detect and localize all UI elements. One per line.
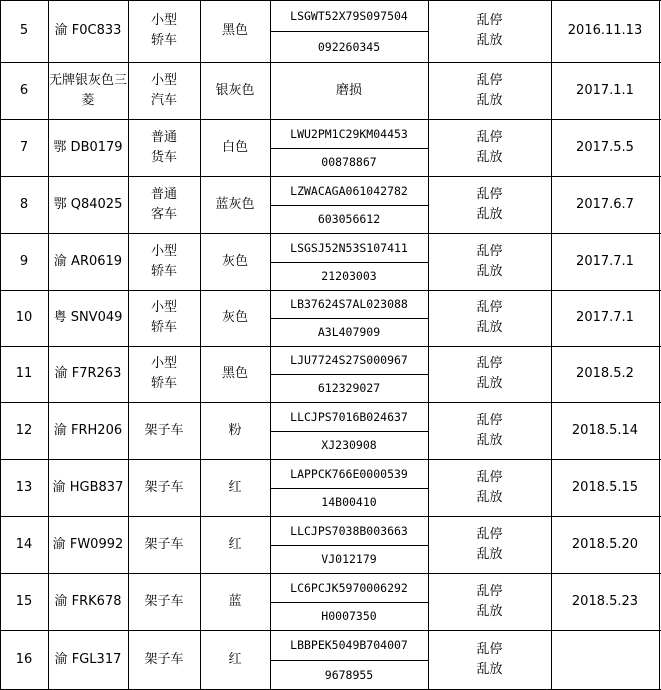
vin-number: LB37624S7AL023088	[290, 297, 408, 311]
plate-cell	[48, 290, 128, 346]
sub-row-divider	[270, 431, 428, 432]
row-number: 9	[19, 253, 29, 269]
vehicle-type-line: 架子车	[144, 536, 184, 552]
record-date: 2016.11.13	[567, 23, 643, 38]
status-cell	[428, 119, 551, 176]
vehicle-color: 白色	[221, 139, 248, 155]
status-line: 乱停	[476, 583, 503, 599]
row-number-cell	[0, 176, 48, 233]
vehicle-type-line: 小型	[150, 72, 177, 88]
row-number: 14	[15, 536, 33, 552]
vin-cell	[270, 346, 428, 374]
date-cell	[551, 516, 659, 573]
vehicle-type-line: 客车	[150, 206, 177, 222]
status-line: 乱停	[476, 412, 503, 428]
date-cell	[551, 233, 659, 290]
sub-row-divider	[270, 262, 428, 263]
row-number-cell	[0, 630, 48, 690]
engine-cell	[270, 374, 428, 402]
plate-number: 渝 AR0619	[53, 253, 123, 269]
engine-cell	[270, 488, 428, 516]
record-date: 2018.5.20	[571, 536, 639, 552]
vin-number: LAPPCK766E0000539	[290, 466, 408, 481]
status-cell	[428, 62, 551, 119]
plate-number: 渝 F0C833	[54, 23, 122, 38]
vehicle-type-line: 轿车	[150, 376, 177, 391]
row-number-cell	[0, 402, 48, 459]
status-line: 乱放	[476, 489, 503, 505]
record-date: 2017.1.1	[576, 82, 634, 98]
vehicle-type-cell	[128, 119, 200, 176]
engine-number: 14B00410	[321, 495, 377, 509]
date-cell	[551, 119, 659, 176]
color-cell	[200, 516, 270, 573]
vin-cell	[270, 119, 428, 148]
plate-number: 渝 FRH206	[53, 422, 123, 438]
vin-number: LSGWT52X79S097504	[290, 8, 408, 23]
status-line: 乱放	[476, 662, 503, 677]
engine-cell	[270, 545, 428, 573]
color-cell	[200, 573, 270, 630]
vehicle-color: 灰色	[221, 253, 248, 269]
status-line: 乱停	[476, 129, 503, 145]
vehicle-type-cell	[128, 233, 200, 290]
vin-cell	[270, 0, 428, 31]
vehicle-type-line: 轿车	[150, 263, 177, 279]
row-number-cell	[0, 62, 48, 119]
date-cell	[551, 62, 659, 119]
record-date: 2017.7.1	[576, 310, 634, 325]
plate-number: 渝 F7R263	[54, 366, 122, 381]
vehicle-color: 蓝	[228, 593, 242, 609]
row-number: 10	[15, 310, 33, 325]
vin-cell	[270, 516, 428, 545]
vehicle-type-cell	[128, 176, 200, 233]
color-cell	[200, 402, 270, 459]
plate-number: 渝 FRK678	[54, 593, 122, 609]
status-line: 乱放	[476, 546, 503, 562]
row-number: 16	[15, 652, 33, 667]
vin-cell	[270, 459, 428, 488]
vehicle-type-line: 小型	[150, 243, 177, 259]
vehicle-color: 红	[228, 536, 242, 552]
status-line: 乱停	[476, 526, 503, 542]
engine-number: VJ012179	[321, 552, 377, 566]
status-cell	[428, 0, 551, 62]
vehicle-type-cell	[128, 573, 200, 630]
status-cell	[428, 176, 551, 233]
plate-number: 粤 SNV049	[53, 310, 123, 325]
status-line: 乱停	[476, 13, 503, 28]
vin-number: 磨损	[335, 82, 362, 98]
vin-cell	[270, 573, 428, 602]
vehicle-type-line: 普通	[150, 129, 177, 145]
vehicle-type-line: 货车	[150, 149, 177, 165]
status-line: 乱停	[476, 186, 503, 202]
vehicle-type-cell	[128, 0, 200, 62]
plate-number: 渝 FGL317	[54, 652, 122, 667]
engine-cell	[270, 205, 428, 233]
plate-cell	[48, 459, 128, 516]
record-date: 2018.5.23	[571, 593, 639, 609]
row-number-cell	[0, 0, 48, 62]
sub-row-divider	[270, 31, 428, 32]
engine-cell	[270, 31, 428, 62]
status-line: 乱停	[476, 72, 503, 88]
row-number-cell	[0, 459, 48, 516]
vin-cell	[270, 630, 428, 660]
vehicle-color: 粉	[228, 422, 242, 438]
row-number: 13	[15, 479, 33, 495]
row-number: 15	[15, 593, 33, 609]
row-number: 7	[19, 139, 29, 155]
row-number-cell	[0, 290, 48, 346]
status-cell	[428, 516, 551, 573]
column-divider	[659, 0, 660, 690]
row-number-cell	[0, 573, 48, 630]
engine-number: XJ230908	[321, 438, 377, 452]
plate-number: 鄂 Q84025	[53, 196, 123, 212]
plate-number: 无牌银灰色三菱	[48, 72, 127, 108]
engine-cell	[270, 660, 428, 690]
vehicle-type-cell	[128, 290, 200, 346]
sub-row-divider	[270, 205, 428, 206]
vin-number: LLCJPS7016B024637	[290, 409, 408, 424]
engine-number: 00878867	[321, 155, 377, 169]
vehicle-type-cell	[128, 402, 200, 459]
vehicle-type-line: 小型	[150, 300, 177, 315]
color-cell	[200, 62, 270, 119]
date-cell	[551, 459, 659, 516]
record-date: 2018.5.2	[576, 366, 634, 381]
vehicle-color: 黑色	[221, 366, 248, 381]
row-number-cell	[0, 119, 48, 176]
row-number: 12	[15, 422, 33, 438]
date-cell	[551, 573, 659, 630]
vehicle-type-cell	[128, 459, 200, 516]
vin-number: LWU2PM1C29KM04453	[290, 126, 408, 141]
engine-number: 9678955	[324, 668, 374, 682]
plate-number: 渝 FW0992	[52, 536, 124, 552]
row-number: 8	[19, 196, 29, 212]
status-cell	[428, 346, 551, 402]
vehicle-type-cell	[128, 630, 200, 690]
color-cell	[200, 290, 270, 346]
status-line: 乱放	[476, 149, 503, 165]
plate-cell	[48, 233, 128, 290]
color-cell	[200, 630, 270, 690]
plate-cell	[48, 62, 128, 119]
vin-cell	[270, 233, 428, 262]
vehicle-color: 银灰色	[215, 82, 255, 98]
engine-cell	[270, 148, 428, 176]
vin-number: LSGSJ52N53S107411	[290, 240, 408, 255]
plate-cell	[48, 402, 128, 459]
vehicle-color: 红	[228, 652, 242, 667]
vehicle-type-line: 轿车	[150, 320, 177, 335]
vehicle-type-line: 普通	[150, 186, 177, 202]
status-line: 乱放	[476, 206, 503, 222]
vehicle-type-cell	[128, 62, 200, 119]
row-number: 5	[19, 23, 29, 38]
color-cell	[200, 346, 270, 402]
engine-cell	[270, 602, 428, 630]
status-line: 乱停	[476, 243, 503, 259]
vehicle-type-cell	[128, 516, 200, 573]
vehicle-type-line: 汽车	[150, 92, 177, 108]
status-line: 乱放	[476, 432, 503, 448]
engine-number: 612329027	[317, 381, 381, 395]
plate-cell	[48, 346, 128, 402]
record-date: 2018.5.14	[571, 422, 639, 438]
vin-number: LZWACAGA061042782	[290, 183, 408, 198]
vehicle-type-cell	[128, 346, 200, 402]
status-line: 乱放	[476, 263, 503, 279]
engine-number: 092260345	[317, 39, 381, 54]
status-line: 乱放	[476, 320, 503, 335]
record-date: 2017.5.5	[576, 139, 634, 155]
date-cell	[551, 0, 659, 62]
plate-cell	[48, 119, 128, 176]
color-cell	[200, 233, 270, 290]
vehicle-color: 黑色	[221, 23, 248, 38]
engine-number: 603056612	[317, 212, 381, 226]
engine-cell	[270, 318, 428, 346]
plate-cell	[48, 516, 128, 573]
plate-cell	[48, 0, 128, 62]
color-cell	[200, 0, 270, 62]
status-cell	[428, 402, 551, 459]
vehicle-type-line: 小型	[150, 13, 177, 28]
plate-number: 渝 HGB837	[52, 479, 124, 495]
sub-row-divider	[270, 374, 428, 375]
engine-number: H0007350	[321, 609, 377, 623]
sub-row-divider	[270, 602, 428, 603]
vin-cell	[270, 402, 428, 431]
sub-row-divider	[270, 545, 428, 546]
vehicle-type-line: 架子车	[144, 652, 184, 667]
sub-row-divider	[270, 660, 428, 661]
status-cell	[428, 233, 551, 290]
status-cell	[428, 630, 551, 690]
vin-number: LBBPEK5049B704007	[290, 638, 408, 652]
date-cell	[551, 346, 659, 402]
sub-row-divider	[270, 488, 428, 489]
status-cell	[428, 459, 551, 516]
status-cell	[428, 573, 551, 630]
color-cell	[200, 176, 270, 233]
status-line: 乱放	[476, 33, 503, 48]
record-date: 2017.6.7	[576, 196, 634, 212]
row-number-cell	[0, 346, 48, 402]
vehicle-type-line: 架子车	[144, 593, 184, 609]
vehicle-type-line: 轿车	[150, 33, 177, 48]
record-date: 2018.5.15	[571, 479, 639, 495]
row-number: 6	[19, 82, 29, 98]
plate-cell	[48, 630, 128, 690]
row-number: 11	[15, 366, 33, 381]
plate-number: 鄂 DB0179	[53, 139, 123, 155]
vin-cell	[270, 290, 428, 318]
engine-number: 21203003	[321, 269, 377, 283]
status-cell	[428, 290, 551, 346]
vehicle-type-line: 架子车	[144, 479, 184, 495]
plate-cell	[48, 176, 128, 233]
vin-number: LJU7724S27S000967	[290, 353, 408, 367]
status-line: 乱放	[476, 92, 503, 108]
vehicle-type-line: 架子车	[144, 422, 184, 438]
record-date: 2017.7.1	[576, 253, 634, 269]
row-number-cell	[0, 516, 48, 573]
date-cell	[551, 290, 659, 346]
status-line: 乱放	[476, 376, 503, 391]
engine-cell	[270, 262, 428, 290]
vin-number: LLCJPS7038B003663	[290, 523, 408, 538]
vin-cell	[270, 176, 428, 205]
vehicle-color: 灰色	[221, 310, 248, 325]
status-line: 乱停	[476, 642, 503, 657]
row-number-cell	[0, 233, 48, 290]
color-cell	[200, 119, 270, 176]
date-cell	[551, 630, 659, 690]
status-line: 乱停	[476, 300, 503, 315]
sub-row-divider	[270, 148, 428, 149]
engine-cell	[270, 431, 428, 459]
vehicle-color: 蓝灰色	[215, 196, 255, 212]
vehicle-type-line: 小型	[150, 356, 177, 371]
id-cell	[270, 62, 428, 119]
status-line: 乱停	[476, 356, 503, 371]
engine-number: A3L407909	[317, 325, 381, 339]
vehicle-color: 红	[228, 479, 242, 495]
status-line: 乱停	[476, 469, 503, 485]
date-cell	[551, 176, 659, 233]
sub-row-divider	[270, 318, 428, 319]
color-cell	[200, 459, 270, 516]
status-line: 乱放	[476, 603, 503, 619]
plate-cell	[48, 573, 128, 630]
vin-number: LC6PCJK5970006292	[290, 580, 408, 595]
date-cell	[551, 402, 659, 459]
